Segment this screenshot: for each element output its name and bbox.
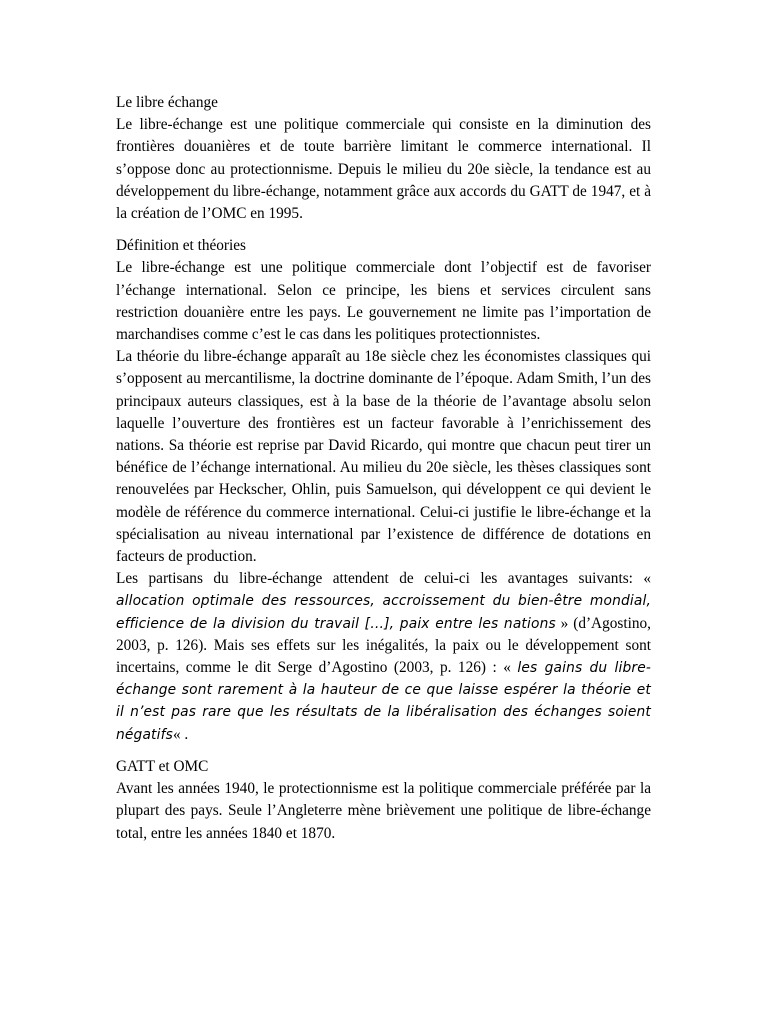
definition-paragraph: Le libre-échange est une politique commerciale dont l’objectif est de favoriser l’échange international. Selon ce principe, les biens et services circulent sans restriction douanière entre les pays. Le gouvernement ne limite pas l’importation de marchandises comme c’est le cas dans les politiques protectionnistes. — [116, 259, 651, 344]
quote-gains: les gains du libre-échange sont rarement à la hauteur de ce que laisse espérer la théorie et il n’est pas rare que les résultats de la libéralisation des échanges soient négatifs — [116, 660, 651, 743]
partisans-text-2: » (d’Agostino, 2003, p. 126). Mais ses effets sur les inégalités, la paix ou le développement sont incertains, comme le dit Serge d’Agostino (2003, p. 126) : « — [116, 614, 651, 677]
section-heading-libre-echange: Le libre échange — [116, 94, 218, 111]
section-gap — [116, 746, 651, 756]
section-heading-definition: Définition et théories — [116, 237, 246, 255]
document-page — [116, 92, 651, 845]
section-heading-gatt-omc: GATT et OMC — [116, 757, 209, 775]
gatt-paragraph: Avant les années 1940, le protectionnisme est la politique commerciale préférée par la plupart des pays. Seule l’Angleterre mène brièvement une politique de libre-échange total, entre les années 1840 et 1870. — [116, 780, 651, 842]
partisans-paragraph — [116, 568, 651, 746]
intro-paragraph: Le libre-échange est une politique commerciale qui consiste en la diminution des frontières douanières et de toute barrière limitant le commerce international. Il s’oppose donc au protectionnisme. Depuis le milieu du 20e siècle, la tendance est au développement du libre-échange, notamment grâce aux accords du GATT de 1947, et à la création de l’OMC en 1995. — [116, 116, 651, 223]
section-gap — [116, 225, 651, 235]
quote-advantages: allocation optimale des ressources, accroissement du bien-être mondial, efficience de la division du travail […], paix entre les nations — [116, 593, 651, 632]
theory-paragraph: La théorie du libre-échange apparaît au 18e siècle chez les économistes classiques qui s’opposent au mercantilisme, la doctrine dominante de l’époque. Adam Smith, l’un des principaux auteurs classiques, est à la base de la théorie de l’avantage absolu selon laquelle l’ouverture des frontières est un facteur favorable à l’enrichissement des nations. Sa théorie est reprise par David Ricardo, qui montre que chacun peut tirer un bénéfice de l’échange international. Au milieu du 20e siècle, les thèses classiques sont renouvelées par Heckscher, Ohlin, puis Samuelson, qui développent ce qui devient le modèle de référence du commerce international. Celui-ci justifie le libre-échange et la spécialisation au niveau international par l’existence de différence de dotations en facteurs de production. — [116, 348, 651, 566]
partisans-text-3: « . — [172, 725, 189, 743]
partisans-text-1: Les partisans du libre-échange attendent de celui-ci les avantages suivants: « — [116, 570, 651, 588]
